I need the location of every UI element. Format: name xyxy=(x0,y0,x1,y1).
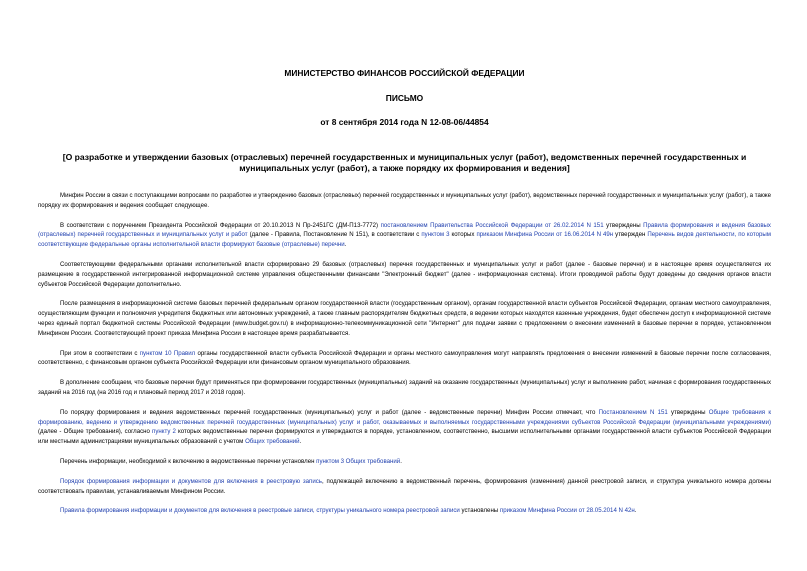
document-subject: [О разработке и утверждении базовых (отраслевых) перечней государственных и муниципальных услуг (работ), ведомственных перечней государственных и муниципальных услуг (работ), а также порядку их формирования и ведения] xyxy=(62,152,747,173)
document-type: ПИСЬМО xyxy=(385,93,424,103)
text-segment: . xyxy=(400,457,402,465)
paragraph-1: Минфин России в связи с поступающими вопросами по разработке и утверждению базовых (отраслевых) перечней государственных и муниципальных услуг (работ), ведомственных перечней государственных и муниципальных услуг (работ), а также порядку их формирования и ведения сообщает следующее. xyxy=(38,192,771,209)
text-segment: При этом в соответствии с xyxy=(60,349,140,357)
paragraph-4: После размещения в информационной системе базовых перечней федеральным органом государственной власти (государственным органом), органам государственной власти субъектов Российской Федерации, органам местного самоуправления, осуществляющим функции и полномочия учредителя бюджетных или автономных учреждений, а также главным распорядителям бюджетных средств, в ведении которых находятся казенные учреждения, будет обеспечен доступ к информационной системе через единый портал бюджетной системы Российской Федерации (www.budget.gov.ru) в информационно-телекоммуникационной сети "Интернет" для подачи заявки с предложением о внесении изменений в базовые перечни в порядке, установленном Минфином России. Соответствующий проект приказа Минфина России в настоящее время разрабатывается. xyxy=(38,300,771,337)
document-link[interactable]: Общих требований xyxy=(245,438,300,446)
ministry-title: МИНИСТЕРСТВО ФИНАНСОВ РОССИЙСКОЙ ФЕДЕРАЦИИ xyxy=(284,68,525,78)
document-link[interactable]: Постановлением N 151 xyxy=(598,408,668,416)
document-link[interactable]: постановлением Правительства Российской Федерации от 26.02.2014 N 151 xyxy=(380,221,604,229)
paragraph-5 xyxy=(38,349,771,369)
paragraph-6: В дополнение сообщаем, что базовые перечни будут применяться при формировании государственных (муниципальных) заданий на оказание государственных (муниципальных) услуг и выполнение работ, начиная с формирования государственных заданий на 2016 год (на 2016 год и плановый период 2017 и 2018 годов). xyxy=(38,379,771,396)
paragraph-3: Соответствующими федеральными органами исполнительной власти сформировано 29 базовых (отраслевых) перечня государственных и муниципальных услуг и работ (далее - базовые перечни) и в настоящее время осуществляется их размещение в государственной интегрированной информационной системе управления общественными финансами "Электронный бюджет" (далее - информационная система). Итоги проводимой работы будут доведены до сведения органов власти субъектов Российской Федерации дополнительно. xyxy=(38,260,771,288)
text-segment: утверждены xyxy=(603,221,644,229)
text-segment: утверждены xyxy=(667,408,709,416)
text-segment: установлены xyxy=(459,507,500,515)
text-segment: Перечень информации, необходимой к включению в ведомственные перечни установлен xyxy=(60,457,317,465)
paragraph-9 xyxy=(38,477,771,497)
document-link[interactable]: Правила формирования и ведения базовых (отраслевых) перечней государственных и муниципальных услуг и работ xyxy=(38,221,771,239)
document-link[interactable]: приказом Минфина России от 28.05.2014 N 42н xyxy=(499,507,635,515)
document-link[interactable]: пунктом 10 Правил xyxy=(139,349,196,357)
text-segment: , подлежащей включению в ведомственный перечень, формирования (изменения) данной реестровой записи, и структура уникального номера должны соответствовать правилам, устанавливаемым Минфином России. xyxy=(38,477,771,495)
document-link[interactable]: приказом Минфина России от 16.06.2014 N 49н xyxy=(476,231,614,239)
paragraph-7 xyxy=(38,408,771,447)
text-segment: органы государственной власти субъекта Российской Федерации и органы местного самоуправления могут направлять предложения о внесении изменений в базовые перечни после согласования, соответственно, с финансовым органом субъекта Российской Федерации или финансовым органом муниципального образования. xyxy=(38,349,771,367)
text-segment: которых ведомственные перечни формируются и утверждаются в порядке, установленном, соответственно, высшими исполнительными органами государственной власти субъектов Российской Федерации или местными администрациями муниципальных образований с учетом xyxy=(38,428,771,446)
text-segment: В соответствии с поручением Президента Российской Федерации от 20.10.2013 N Пр-2451ГС (ДМ-П13-7772) xyxy=(60,221,381,229)
document-link[interactable]: пункту 2 xyxy=(152,428,176,436)
text-segment: . xyxy=(299,438,302,446)
text-segment: (далее - Общие требования), согласно xyxy=(38,428,153,436)
paragraph-10 xyxy=(38,506,771,516)
text-segment: По порядку формирования и ведения ведомственных перечней государственных (муниципальных) услуг и работ (далее - ведомственные перечни) Минфин России отмечает, что xyxy=(60,408,599,416)
document-link[interactable]: пунктом 3 Общих требований xyxy=(316,457,401,465)
paragraph-2 xyxy=(38,221,771,250)
document-link[interactable]: Перечень видов деятельности, по которым соответствующие федеральные органы исполнительной власти формируют базовые (отраслевые) перечни xyxy=(38,231,771,249)
document-link[interactable]: Общие требования к формированию, ведению и утверждению ведомственных перечней государственных (муниципальных) услуг и работ, оказываемых и выполняемых государственными учреждениями субъектов Российской Федерации (муниципальными учреждениями) xyxy=(38,408,771,426)
document-date-number: от 8 сентября 2014 года N 12-08-06/44854 xyxy=(320,117,489,127)
document-link[interactable]: пунктом 3 xyxy=(421,231,450,239)
text-segment: . xyxy=(344,241,347,249)
text-segment: (далее - Правила, Постановление N 151), в соответствии с xyxy=(247,231,422,239)
text-segment: которых xyxy=(449,231,477,239)
text-segment: . xyxy=(634,507,637,515)
document-link[interactable]: Порядок формирования информации и документов для включения в реестровую запись xyxy=(60,477,322,485)
text-segment: утвержден xyxy=(613,231,648,239)
paragraph-8 xyxy=(38,457,771,467)
document-link[interactable]: Правила формирования информации и документов для включения в реестровые записи, структуры уникального номера реестровой записи xyxy=(60,507,460,515)
